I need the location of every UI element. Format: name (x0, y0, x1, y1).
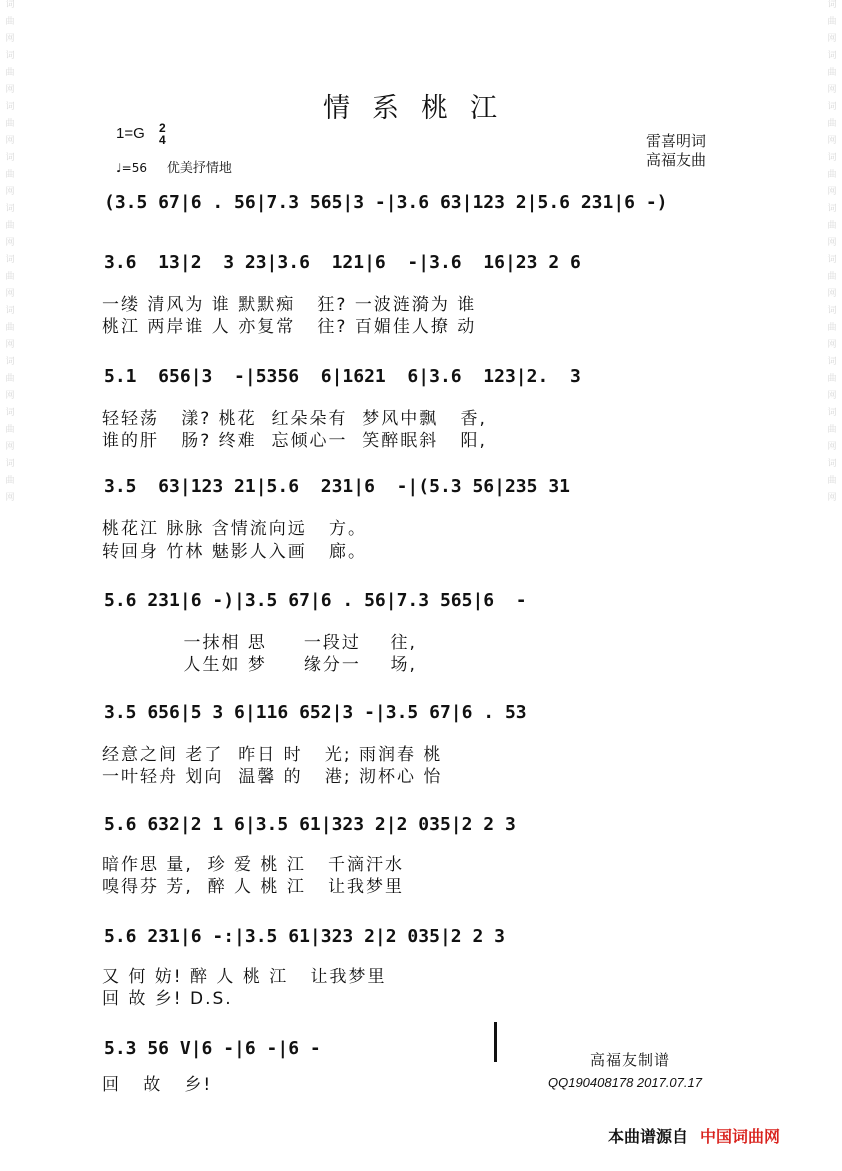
time-signature (159, 122, 166, 146)
score-row (104, 468, 744, 508)
row-notes: 3.5 63|123 21|5.6 231|6 -|(5.3 56|235 31 (104, 476, 570, 497)
row-notes: (3.5 67|6 . 56|7.3 565|3 -|3.6 63|123 2|5.6 231|6 -) (104, 192, 668, 213)
score-row (104, 1030, 504, 1070)
lyric-line: 谁的肝 肠? 终难 忘倾心一 笑醉眠斜 阳, (102, 431, 487, 451)
row-notes: 3.5 656|5 3 6|116 652|3 -|3.5 67|6 . 53 (104, 702, 527, 723)
lyric-line: 桃花江 脉脉 含情流向远 方。 (102, 519, 368, 539)
contact-info: QQ190408178 2017.07.17 (548, 1075, 702, 1090)
row-notes: 5.6 632|2 1 6|3.5 61|323 2|2 035|2 2 3 (104, 814, 516, 835)
lyric-line: 又 何 妨! 醉 人 桃 江 让我梦里 (102, 967, 387, 987)
watermark-left: 词 曲 网 词 曲 网 词 曲 网 词 曲 网 词 曲 网 词 曲 网 词 曲 网 词 曲 网 词 曲 网 词 曲 网 (5, 0, 15, 503)
lyric-line: 一叶轻舟 划向 温馨 的 港; 沏杯心 怡 (102, 767, 443, 787)
lyric-line: 暗作思 量, 珍 爱 桃 江 千滴汗水 (102, 855, 405, 875)
lyric-line: 嗅得芬 芳, 醉 人 桃 江 让我梦里 (102, 877, 405, 897)
source-line (608, 1124, 780, 1147)
arranger-credit: 高福友制谱 (590, 1051, 671, 1069)
lyric-line: 转回身 竹林 魅影人入画 廊。 (102, 542, 368, 562)
row-notes: 3.6 13|2 3 23|3.6 121|6 -|3.6 16|23 2 6 (104, 252, 581, 273)
score-row (104, 806, 744, 846)
row-notes: 5.1 656|3 -|5356 6|1621 6|3.6 123|2. 3 (104, 366, 581, 387)
lyricist: 雷喜明词 (646, 132, 707, 150)
lyric-line: 回 故 乡! (102, 1075, 213, 1095)
score-row (104, 918, 744, 958)
row-notes: 5.6 231|6 -)|3.5 67|6 . 56|7.3 565|6 - (104, 590, 527, 611)
time-bottom: 4 (158, 133, 166, 147)
tempo-mark: ♩=56 (116, 161, 147, 175)
composer: 高福友曲 (646, 151, 707, 169)
final-barline (494, 1022, 497, 1062)
score-row (104, 582, 744, 622)
lyric-line: 经意之间 老了 昨日 时 光; 雨润春 桃 (102, 745, 443, 765)
tempo-line (116, 157, 232, 176)
lyric-line: 轻轻荡 漾? 桃花 红朵朵有 梦风中飘 香, (102, 409, 487, 429)
key-signature (116, 122, 166, 146)
score-row (104, 184, 744, 224)
lyric-line: 回 故 乡! D.S. (102, 989, 233, 1009)
expression-mark: 优美抒情地 (166, 161, 232, 176)
source-label: 本曲谱源自 (608, 1127, 689, 1146)
lyric-line: 人生如 梦 缘分一 场, (102, 655, 417, 675)
row-notes: 5.3 56 V|6 -|6 -|6 - (104, 1038, 321, 1059)
credits (646, 132, 706, 170)
lyric-line: 桃江 两岸谁 人 亦复常 往? 百媚佳人撩 动 (102, 317, 477, 337)
key-label: 1=G (116, 124, 145, 142)
lyric-line: 一抹相 思 一段过 往, (102, 633, 417, 653)
time-top: 2 (158, 121, 166, 135)
song-title: 情系桃江 (323, 93, 519, 124)
score-row (104, 358, 744, 398)
row-notes: 5.6 231|6 -:|3.5 61|323 2|2 035|2 2 3 (104, 926, 505, 947)
watermark-right: 词 曲 网 词 曲 网 词 曲 网 词 曲 网 词 曲 网 词 曲 网 词 曲 网 词 曲 网 词 曲 网 词 曲 网 (827, 0, 837, 503)
score-row (104, 694, 744, 734)
lyric-line: 一缕 清风为 谁 默默痴 狂? 一波涟漪为 谁 (102, 295, 477, 315)
score-row (104, 244, 744, 284)
source-brand: 中国词曲网 (700, 1127, 781, 1146)
